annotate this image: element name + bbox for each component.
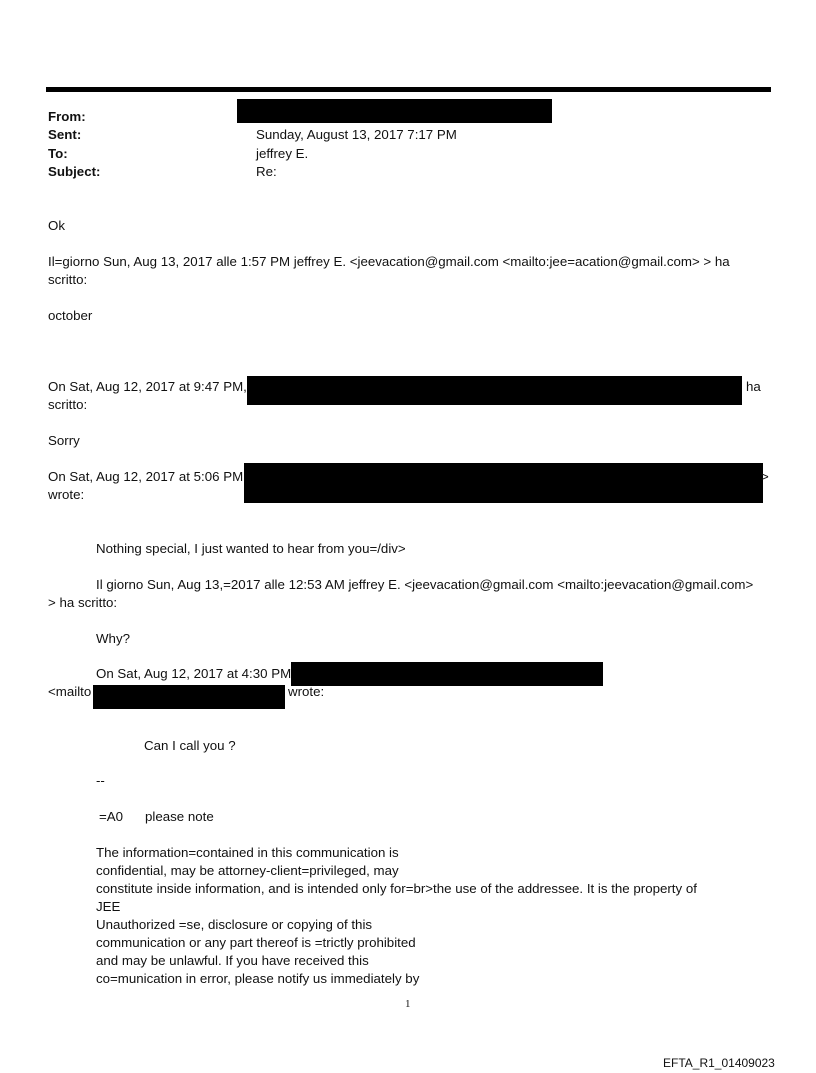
notice-line-5: Unauthorized =se, disclosure or copying of this	[96, 917, 373, 932]
notice-line-2: confidential, may be attorney-client=privileged, may	[96, 863, 399, 878]
body-line-can-i-call: Can I call you ?	[144, 738, 236, 753]
notice-line-6: communication or any part thereof is =trictly prohibited	[96, 935, 416, 950]
body-line-quote-header-2-tail: ha	[746, 379, 761, 394]
from-label: From:	[48, 109, 86, 124]
to-label: To:	[48, 146, 68, 161]
body-line-quote-header-1-cont: scritto:	[48, 272, 88, 287]
body-line-quote-header-5-wrote: wrote:	[288, 684, 325, 699]
body-line-quote-header-1: Il=giorno Sun, Aug 13, 2017 alle 1:57 PM jeffrey E. <jeevacation@gmail.com <mailto:jee=acation@gmail.com> > ha	[48, 254, 730, 269]
body-line-october: october	[48, 308, 93, 323]
sent-label: Sent:	[48, 127, 82, 142]
body-line-a0: =A0	[99, 809, 124, 824]
body-line-nothing-special: Nothing special, I just wanted to hear from you=/div>	[96, 541, 406, 556]
body-line-why: Why?	[96, 631, 130, 646]
header-rule	[46, 87, 771, 92]
body-line-quote-header-4-cont: > ha scritto:	[48, 595, 118, 610]
body-line-quote-header-3: On Sat, Aug 12, 2017 at 5:06 PM	[48, 469, 244, 484]
subject-label: Subject:	[48, 164, 101, 179]
document-id: EFTA_R1_01409023	[663, 1056, 775, 1070]
body-line-ok: Ok	[48, 218, 65, 233]
page-number: 1	[405, 998, 411, 1010]
body-line-quote-header-5-mailto: <mailto	[48, 684, 92, 699]
notice-line-4: JEE	[96, 899, 121, 914]
body-line-signature-dash: --	[96, 773, 105, 788]
redacted-name-2	[244, 463, 763, 503]
subject-value: Re:	[256, 164, 277, 179]
redacted-name-1	[247, 376, 742, 405]
redacted-email	[93, 685, 285, 709]
body-line-quote-header-5: On Sat, Aug 12, 2017 at 4:30 PM	[96, 666, 292, 681]
body-line-quote-header-3-cont: wrote:	[48, 487, 85, 502]
notice-line-8: co=munication in error, please notify us immediately by	[96, 971, 420, 986]
redacted-name-3	[291, 662, 603, 686]
body-line-please-note: please note	[145, 809, 214, 824]
sent-value: Sunday, August 13, 2017 7:17 PM	[256, 127, 457, 142]
redacted-sender	[237, 99, 552, 123]
body-line-sorry: Sorry	[48, 433, 80, 448]
notice-line-1: The information=contained in this communication is	[96, 845, 399, 860]
notice-line-7: and may be unlawful. If you have received this	[96, 953, 369, 968]
body-line-quote-header-2: On Sat, Aug 12, 2017 at 9:47 PM,	[48, 379, 247, 394]
notice-line-3: constitute inside information, and is intended only for=br>the use of the addressee. It is the property of	[96, 881, 697, 896]
body-line-quote-header-2-cont: scritto:	[48, 397, 88, 412]
to-value: jeffrey E.	[256, 146, 309, 161]
body-line-quote-header-4: Il giorno Sun, Aug 13,=2017 alle 12:53 AM jeffrey E. <jeevacation@gmail.com <mailto:jeevacation@gmail.com>	[96, 577, 754, 592]
body-line-quote-header-3-tail: >	[761, 469, 769, 484]
